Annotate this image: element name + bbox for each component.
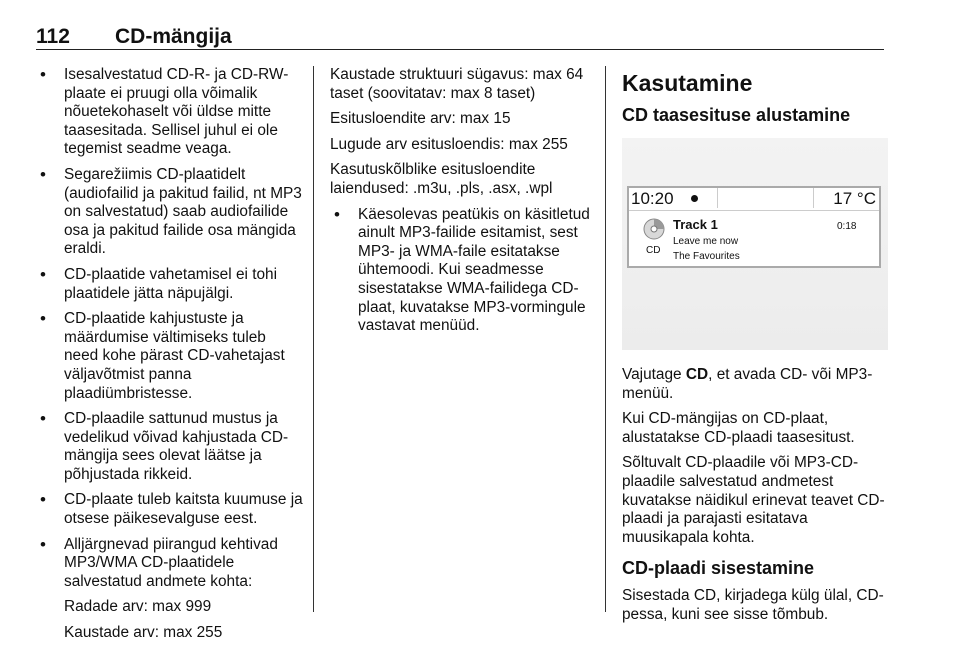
body-paragraph	[622, 366, 888, 403]
list-item: • Käesolevas peatükis on käsitletud ainult MP3-failide esitamist, sest MP3- ja WMA-faile esitatakse ühtemoodi. Kui seadmesse sisestatakse WMA-failidega CD-plaat, kuvatakse MP3-vormingule vastavat menüüd.	[330, 206, 598, 336]
subsection-heading: CD taasesituse alustamine	[622, 105, 851, 125]
text-run: Vajutage	[622, 366, 686, 383]
body-paragraph: Kui CD-mängijas on CD-plaat, alustatakse CD-plaadi taasesitust.	[622, 410, 855, 446]
list-item: • Alljärgnevad piirangud kehtivad MP3/WMA CD-plaatidele salvestatud andmete kohta:	[36, 536, 304, 592]
track-name: Track 1	[673, 217, 718, 232]
column-divider-right	[605, 66, 606, 612]
list-item: • CD-plaatide kahjustuste ja määrdumise vältimiseks tuleb need kohe pärast CD-vahetajast väljavõtmist panna plaadiümbristesse.	[36, 310, 304, 403]
list-item: • CD-plaadile sattunud mustus ja vedelikud võivad kahjustada CD-mängija sees olevat läätse ja põhjustada rikkeid.	[36, 410, 304, 484]
column-right	[622, 66, 888, 632]
temperature-readout: 17 °C	[833, 189, 876, 208]
cd-button-reference: CD	[685, 366, 709, 383]
column-divider-left	[313, 66, 314, 612]
limit-paragraph: Kaustade arv: max 255	[64, 624, 223, 642]
screen-rule	[629, 210, 879, 211]
list-item: • CD-plaatide vahetamisel ei tohi plaatidele jätta näpujälgi.	[36, 266, 304, 303]
track-title: Leave me now	[673, 236, 739, 247]
status-dot-icon	[691, 195, 698, 202]
album-name: The Favourites	[673, 251, 740, 262]
clock-readout: 10:20	[631, 189, 674, 208]
list-item: • Segarežiimis CD-plaatidelt (audiofailid ja pakitud failid, nt MP3 on salvestatud) saab audiofailide osa ja pakitud failide osa mängida eraldi.	[36, 166, 304, 259]
body-paragraph: Sõltuvalt CD-plaadile või MP3-CD-plaadile salvestatud andmetest kuvatakse näidikul erinevat teavet CD-plaadi ja parajasti esitatava muusikapala kohta.	[622, 454, 885, 546]
section-heading: Kasutamine	[622, 70, 753, 96]
elapsed-time: 0:18	[837, 221, 857, 232]
display-screen	[627, 186, 881, 268]
bullet-list	[330, 206, 598, 336]
source-label: CD	[646, 245, 661, 256]
page-title: CD-mängija	[115, 25, 232, 48]
display-illustration	[622, 138, 888, 350]
cd-disc-icon	[643, 218, 665, 240]
limit-paragraph: Radade arv: max 999	[64, 598, 212, 616]
screen-separator	[813, 188, 814, 208]
list-item: • Isesalvestatud CD-R- ja CD-RW-plaate ei pruugi olla võimalik nõuetekohaselt või üldse mitte taasesitada. Sellisel juhul ei ole tegemist seadme veaga.	[36, 66, 304, 159]
limit-paragraph: Esitusloendite arv: max 15	[330, 110, 511, 128]
text-run: , et avada CD- või MP3-menüü.	[622, 366, 873, 402]
column-middle	[330, 66, 598, 343]
header-rule	[36, 49, 884, 50]
page-number: 112	[36, 25, 70, 48]
column-left	[36, 66, 304, 650]
screen-separator	[717, 188, 718, 208]
limit-paragraph: Kaustade struktuuri sügavus: max 64 taset (soovitatav: max 8 taset)	[330, 66, 584, 102]
bullet-list	[36, 66, 304, 591]
limit-paragraph: Kasutuskõlblike esitusloendite laiendused: .m3u, .pls, .asx, .wpl	[330, 161, 553, 197]
subsection-heading: CD-plaadi sisestamine	[622, 558, 815, 579]
limit-paragraph: Lugude arv esitusloendis: max 255	[330, 135, 568, 153]
page-header	[0, 0, 960, 52]
body-paragraph: Sisestada CD, kirjadega külg ülal, CD-pessa, kuni see sisse tõmbub.	[622, 587, 884, 623]
list-item: • CD-plaate tuleb kaitsta kuumuse ja otsese päikesevalguse eest.	[36, 491, 304, 528]
